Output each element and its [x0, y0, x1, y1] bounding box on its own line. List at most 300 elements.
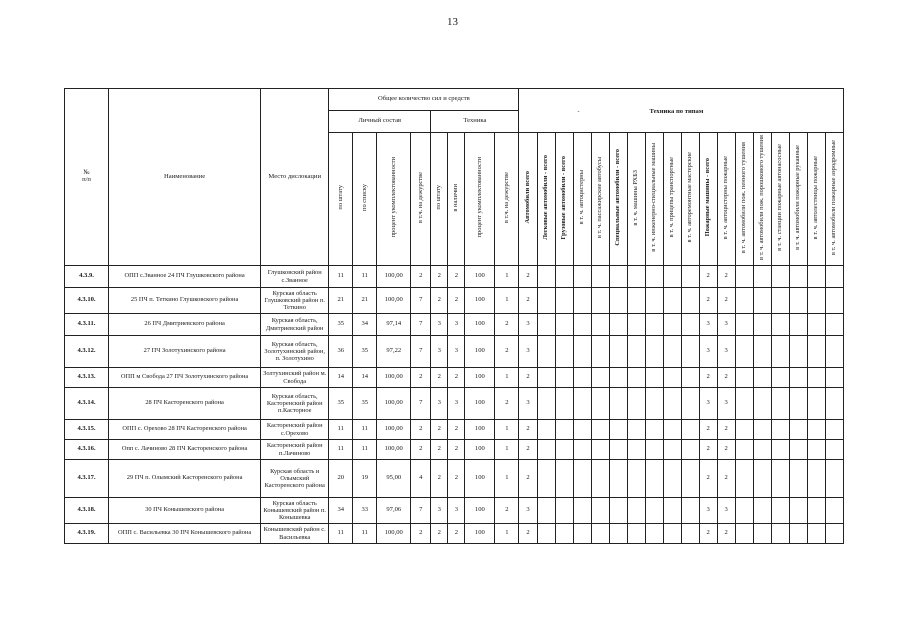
type-value	[537, 336, 555, 368]
type-col-header-label: Специальные автомобили - всего	[613, 149, 621, 246]
type-value	[753, 314, 771, 336]
type-value	[609, 314, 627, 336]
table-row	[65, 368, 844, 388]
row-number: 4.3.10.	[65, 288, 109, 314]
type-value	[825, 420, 843, 440]
type-value	[735, 498, 753, 524]
tech-value: 100	[465, 440, 495, 460]
staff-value: 97,22	[377, 336, 411, 368]
type-value	[591, 336, 609, 368]
type-value	[807, 460, 825, 498]
staff-value: 7	[411, 498, 431, 524]
type-value	[789, 440, 807, 460]
type-value	[825, 368, 843, 388]
staff-value: 35	[329, 388, 353, 420]
type-col-header-label: в т. ч. пассажирские автобусы	[595, 156, 603, 239]
unit-name: ОПП с. Орехово 28 ПЧ Касторенского района	[109, 420, 261, 440]
unit-location: Курская область, Золотухинский район, п. Золотухино	[261, 336, 329, 368]
type-col-header-label: Легковые автомобили - всего	[541, 155, 549, 240]
type-value	[771, 524, 789, 544]
type-value	[753, 460, 771, 498]
type-value	[681, 266, 699, 288]
staff-value: 20	[329, 460, 353, 498]
type-value	[573, 524, 591, 544]
table-row	[65, 460, 844, 498]
type-value	[771, 460, 789, 498]
staff-value: 11	[329, 440, 353, 460]
tech-value: 3	[448, 314, 465, 336]
tech-value: 100	[465, 524, 495, 544]
type-value	[735, 460, 753, 498]
unit-location: Золтухинский район м. Свобода	[261, 368, 329, 388]
staff-value: 100,00	[377, 288, 411, 314]
type-value	[627, 420, 645, 440]
tech-value: 3	[431, 314, 448, 336]
type-value	[537, 524, 555, 544]
type-col-header	[717, 133, 735, 266]
type-value	[735, 524, 753, 544]
type-value	[825, 314, 843, 336]
type-value	[555, 420, 573, 440]
type-value	[681, 440, 699, 460]
location-header: Место дислокации	[261, 89, 329, 266]
tech-value: 2	[431, 266, 448, 288]
type-value	[627, 368, 645, 388]
unit-location: Глушковский район с.Званное	[261, 266, 329, 288]
unit-location: Курская область и Олымский Касторенского района	[261, 460, 329, 498]
staff-value: 97,06	[377, 498, 411, 524]
type-value	[609, 498, 627, 524]
type-value	[789, 288, 807, 314]
tech-value: 1	[495, 288, 519, 314]
type-value	[591, 288, 609, 314]
staff-value: 35	[353, 388, 377, 420]
type-col-header-label: в т. ч. прицепы транспортные	[667, 157, 675, 238]
type-value: 2	[717, 288, 735, 314]
tech-value: 2	[448, 524, 465, 544]
unit-location: Курская область, Касторенский район п.Касторное	[261, 388, 329, 420]
type-value	[789, 336, 807, 368]
type-value	[807, 336, 825, 368]
type-value	[555, 388, 573, 420]
tech-value: 1	[495, 440, 519, 460]
type-value	[609, 420, 627, 440]
type-col-header	[663, 133, 681, 266]
type-col-header	[681, 133, 699, 266]
tech-header: Техника	[431, 111, 519, 133]
unit-location: Касторенский район с.Орехово	[261, 420, 329, 440]
tech-value: 100	[465, 388, 495, 420]
type-value	[609, 336, 627, 368]
tech-value: 1	[495, 460, 519, 498]
type-value	[573, 266, 591, 288]
tech-value: 2	[495, 498, 519, 524]
type-value	[573, 460, 591, 498]
type-value: 2	[519, 524, 537, 544]
type-value	[663, 288, 681, 314]
type-value: 3	[699, 336, 717, 368]
type-value: 3	[717, 314, 735, 336]
type-value	[807, 498, 825, 524]
type-col-header	[807, 133, 825, 266]
staff-value: 21	[329, 288, 353, 314]
staff-value: 100,00	[377, 266, 411, 288]
type-value	[735, 440, 753, 460]
tech-col-header	[448, 133, 465, 266]
type-value	[771, 420, 789, 440]
staff-value: 21	[353, 288, 377, 314]
type-value: 2	[717, 460, 735, 498]
staff-value: 14	[329, 368, 353, 388]
unit-name: 30 ПЧ Конышевского района	[109, 498, 261, 524]
table-row	[65, 498, 844, 524]
tech-col-header	[465, 133, 495, 266]
tech-col-header-label: по штату	[435, 185, 443, 210]
type-value	[735, 388, 753, 420]
tech-value: 2	[448, 460, 465, 498]
type-value	[555, 314, 573, 336]
type-value: 3	[699, 314, 717, 336]
type-value	[825, 288, 843, 314]
staff-col-header-label: по штату	[336, 185, 344, 210]
type-value	[825, 498, 843, 524]
type-value	[825, 524, 843, 544]
type-value: 3	[519, 388, 537, 420]
type-value	[663, 420, 681, 440]
type-value	[663, 440, 681, 460]
unit-location: Курская область Конышевский район п. Конышевка	[261, 498, 329, 524]
type-value	[753, 440, 771, 460]
tech-value: 3	[448, 388, 465, 420]
unit-name: ОПП с. Васильевка 30 ПЧ Конышевского района	[109, 524, 261, 544]
type-value	[591, 498, 609, 524]
unit-location: Касторенский район п.Лачиново	[261, 440, 329, 460]
staff-value: 95,00	[377, 460, 411, 498]
staff-col-header-label: процент укомплектованности	[389, 157, 397, 238]
type-value	[537, 420, 555, 440]
staff-value: 2	[411, 368, 431, 388]
tech-value: 3	[448, 336, 465, 368]
tech-col-header-label: процент укомплектованности	[475, 157, 483, 238]
type-value	[609, 460, 627, 498]
tech-value: 100	[465, 498, 495, 524]
staff-value: 100,00	[377, 524, 411, 544]
unit-name: ОПП м Свобода 27 ПЧ Золотухинского района	[109, 368, 261, 388]
type-value	[645, 314, 663, 336]
unit-name: Опп с. Лачиново 28 ПЧ Касторенского района	[109, 440, 261, 460]
tech-col-header-label: в наличии	[452, 183, 460, 212]
type-value	[627, 440, 645, 460]
type-value	[573, 440, 591, 460]
type-value	[681, 460, 699, 498]
tech-value: 2	[448, 440, 465, 460]
type-value	[537, 498, 555, 524]
tech-value: 100	[465, 336, 495, 368]
type-value	[645, 498, 663, 524]
row-number: 4.3.14.	[65, 388, 109, 420]
type-col-header-label: Автомобили всего	[523, 171, 531, 224]
type-value: 3	[519, 498, 537, 524]
page-number: 13	[447, 16, 458, 28]
type-col-header-label: Пожарные машины - всего	[703, 158, 711, 237]
table-row	[65, 440, 844, 460]
type-value	[771, 336, 789, 368]
type-value	[789, 420, 807, 440]
staff-header: Личный состав	[329, 111, 431, 133]
type-value	[537, 388, 555, 420]
type-value	[735, 336, 753, 368]
staff-col-header	[377, 133, 411, 266]
tech-value: 2	[431, 440, 448, 460]
type-value	[627, 524, 645, 544]
unit-location: Курская область, Дмитриевский район	[261, 314, 329, 336]
tech-value: 2	[495, 336, 519, 368]
type-value	[555, 288, 573, 314]
table-row	[65, 288, 844, 314]
type-value	[537, 368, 555, 388]
staff-value: 11	[353, 524, 377, 544]
staff-value: 11	[353, 440, 377, 460]
staff-value: 97,14	[377, 314, 411, 336]
tech-value: 100	[465, 460, 495, 498]
type-col-header-label: Грузовые автомобили - всего	[559, 155, 567, 240]
type-value	[645, 460, 663, 498]
type-col-header	[735, 133, 753, 266]
type-value	[537, 266, 555, 288]
type-col-header-label: в т. ч. автоцистерны пожарные	[721, 155, 729, 240]
type-value: 2	[519, 368, 537, 388]
type-col-header	[573, 133, 591, 266]
type-value	[807, 388, 825, 420]
type-value: 2	[717, 368, 735, 388]
table-row	[65, 314, 844, 336]
tech-value: 2	[448, 288, 465, 314]
type-col-header-label: в т. ч. автоцистерны	[577, 170, 585, 225]
type-value	[681, 524, 699, 544]
tech-value: 100	[465, 420, 495, 440]
type-value	[591, 314, 609, 336]
type-value	[807, 440, 825, 460]
type-value	[789, 314, 807, 336]
tech-value: 2	[431, 288, 448, 314]
type-col-header-label: в т. ч. автомобили пожарные рукавные	[794, 145, 802, 250]
row-number: 4.3.19.	[65, 524, 109, 544]
staff-value: 11	[329, 420, 353, 440]
type-col-header	[645, 133, 663, 266]
staff-value: 2	[411, 524, 431, 544]
staff-value: 14	[353, 368, 377, 388]
type-value	[663, 524, 681, 544]
type-value	[573, 288, 591, 314]
name-header: Наименование	[109, 89, 261, 266]
type-value	[771, 314, 789, 336]
type-value: 2	[699, 420, 717, 440]
type-value	[735, 266, 753, 288]
type-value	[681, 288, 699, 314]
type-value	[645, 266, 663, 288]
type-value	[735, 288, 753, 314]
type-value	[753, 420, 771, 440]
type-value: 2	[699, 266, 717, 288]
type-value	[663, 336, 681, 368]
tech-value: 100	[465, 266, 495, 288]
unit-name: 27 ПЧ Золотухинского района	[109, 336, 261, 368]
type-value: 2	[717, 440, 735, 460]
type-value	[573, 368, 591, 388]
staff-value: 19	[353, 460, 377, 498]
type-col-header	[591, 133, 609, 266]
type-value: 2	[699, 440, 717, 460]
table-row	[65, 336, 844, 368]
tech-value: 2	[431, 524, 448, 544]
type-value	[573, 498, 591, 524]
type-value	[627, 314, 645, 336]
unit-location: Курская область Глушковский район п. Теткино	[261, 288, 329, 314]
tech-value: 2	[495, 388, 519, 420]
type-value	[591, 440, 609, 460]
staff-value: 100,00	[377, 440, 411, 460]
type-value	[609, 440, 627, 460]
table-row	[65, 266, 844, 288]
type-value	[627, 498, 645, 524]
staff-value: 100,00	[377, 420, 411, 440]
row-number: 4.3.18.	[65, 498, 109, 524]
tech-dash: -	[577, 109, 580, 115]
type-value	[663, 368, 681, 388]
type-value	[573, 336, 591, 368]
type-value	[609, 388, 627, 420]
tech-value: 3	[448, 498, 465, 524]
type-value	[555, 368, 573, 388]
num-header: № п/п	[65, 89, 109, 266]
tech-value: 100	[465, 314, 495, 336]
type-value	[645, 440, 663, 460]
table-row	[65, 524, 844, 544]
staff-value: 35	[329, 314, 353, 336]
unit-location: Конышевский район с. Васильевка	[261, 524, 329, 544]
type-value	[663, 498, 681, 524]
tech-value: 3	[431, 388, 448, 420]
type-col-header-label: в т. ч. инженерно-специальные машины	[649, 143, 657, 252]
unit-name: ОПП с.Званное 24 ПЧ Глушковского района	[109, 266, 261, 288]
type-value	[771, 288, 789, 314]
type-value	[753, 368, 771, 388]
type-value	[681, 498, 699, 524]
type-value: 3	[717, 498, 735, 524]
tech-value: 2	[448, 420, 465, 440]
type-value	[825, 388, 843, 420]
staff-value: 34	[329, 498, 353, 524]
type-value	[825, 440, 843, 460]
type-value	[789, 498, 807, 524]
tech-value: 1	[495, 420, 519, 440]
type-value	[735, 368, 753, 388]
type-value	[591, 368, 609, 388]
type-value	[555, 266, 573, 288]
tech-value: 2	[448, 368, 465, 388]
type-col-header	[537, 133, 555, 266]
type-value	[735, 314, 753, 336]
tech-value: 1	[495, 368, 519, 388]
type-value	[771, 368, 789, 388]
type-value	[537, 460, 555, 498]
type-col-header-label: в т. ч. станции пожарные автонасосные	[776, 144, 783, 251]
staff-value: 100,00	[377, 368, 411, 388]
type-value: 3	[717, 336, 735, 368]
type-value: 2	[519, 440, 537, 460]
tech-value: 3	[431, 336, 448, 368]
type-value: 2	[519, 460, 537, 498]
type-value	[537, 314, 555, 336]
tech-value: 100	[465, 368, 495, 388]
type-col-header-label: в т. ч. авторемонтные мастерские	[685, 152, 693, 243]
type-value	[789, 368, 807, 388]
type-value: 2	[699, 460, 717, 498]
type-value: 2	[717, 524, 735, 544]
staff-col-header-label: в т.ч. на дежурстве	[416, 171, 424, 224]
type-value	[753, 498, 771, 524]
type-col-header	[699, 133, 717, 266]
type-value	[771, 266, 789, 288]
type-value	[753, 524, 771, 544]
row-number: 4.3.16.	[65, 440, 109, 460]
type-value	[591, 460, 609, 498]
type-value	[645, 336, 663, 368]
type-value	[591, 266, 609, 288]
tech-col-header	[431, 133, 448, 266]
staff-value: 100,00	[377, 388, 411, 420]
type-value: 2	[519, 266, 537, 288]
type-value	[645, 524, 663, 544]
type-value: 3	[699, 388, 717, 420]
type-value	[735, 420, 753, 440]
type-value	[537, 288, 555, 314]
type-value	[627, 460, 645, 498]
type-value	[789, 388, 807, 420]
type-value	[825, 266, 843, 288]
type-value	[789, 460, 807, 498]
type-value	[753, 288, 771, 314]
type-value	[681, 388, 699, 420]
staff-col-header	[329, 133, 353, 266]
tech-value: 100	[465, 288, 495, 314]
type-col-header	[555, 133, 573, 266]
type-value	[609, 266, 627, 288]
staff-col-header-label: по списку	[360, 184, 368, 211]
type-col-header	[753, 133, 771, 266]
type-value	[825, 336, 843, 368]
type-col-header	[609, 133, 627, 266]
type-value: 2	[699, 524, 717, 544]
staff-value: 4	[411, 460, 431, 498]
staff-value: 11	[329, 266, 353, 288]
staff-value: 7	[411, 336, 431, 368]
staff-value: 36	[329, 336, 353, 368]
staff-value: 11	[353, 266, 377, 288]
type-value	[555, 460, 573, 498]
unit-name: 26 ПЧ Дмитриевского района	[109, 314, 261, 336]
table-row	[65, 420, 844, 440]
row-number: 4.3.9.	[65, 266, 109, 288]
type-value: 3	[519, 314, 537, 336]
table-row	[65, 388, 844, 420]
type-value: 2	[519, 288, 537, 314]
staff-col-header	[411, 133, 431, 266]
total-group-header: Общее количество сил и средств	[329, 89, 519, 111]
type-value	[807, 368, 825, 388]
staff-value: 7	[411, 388, 431, 420]
staff-value: 7	[411, 288, 431, 314]
